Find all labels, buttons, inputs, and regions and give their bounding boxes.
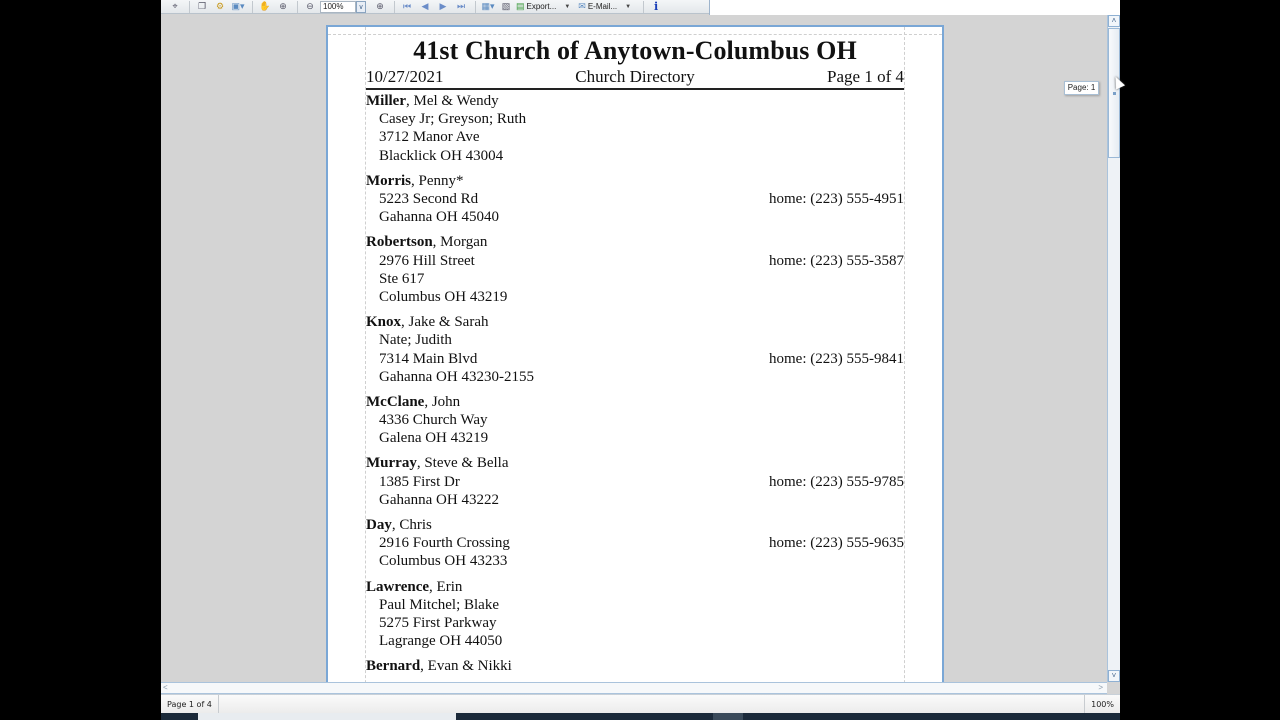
zoom-out-icon[interactable]: ⊖ [306,1,314,11]
open-icon[interactable]: ❐ [197,1,207,11]
toolbar-separator [297,1,298,13]
header-rule [366,88,904,90]
entry-name [366,578,904,596]
entry-line-text: Gahanna OH 43222 [379,491,499,508]
entry-line [366,429,904,447]
report-content [366,36,904,682]
directory-entry [366,578,904,651]
entry-line [366,128,904,146]
entry-line-text: Ste 617 [379,270,425,287]
report-page [326,25,944,682]
entry-last-name: Knox [366,314,402,331]
scroll-grip-icon [1113,92,1116,95]
taskbar-item[interactable] [198,713,456,720]
previous-page-icon[interactable]: ◀ [421,1,429,11]
entry-line-text: 5275 First Parkway [379,615,497,631]
status-zoom-indicator: 100% [1084,695,1120,714]
entry-line-text: 5223 Second Rd [379,190,479,207]
entry-first-names: , Erin [429,578,463,595]
entry-last-name: Morris [366,172,411,189]
margin-guide-top [328,34,942,35]
entry-line-text: 2976 Hill Street [379,252,475,269]
entry-name [366,233,904,251]
entry-line-text: Columbus OH 43219 [379,288,508,305]
entry-phone: home: (223) 555-4951 [769,190,904,207]
page-tooltip: Page: 1 [1064,81,1099,95]
entry-last-name: McClane [366,393,425,410]
entry-name [366,393,904,411]
vertical-scroll-thumb[interactable] [1108,28,1120,158]
entry-name [366,454,904,472]
background-icon[interactable]: ▧ [501,1,511,11]
next-page-icon[interactable]: ▶ [439,1,447,11]
toolbar-separator [475,1,476,13]
directory-entries [366,92,904,676]
entry-first-names: , John [424,393,461,410]
entry-name [366,516,904,534]
entry-last-name: Lawrence [366,578,430,595]
entry-line [366,491,904,509]
entry-line-text: 2916 Fourth Crossing [379,535,510,552]
entry-line-text: Columbus OH 43233 [379,553,508,570]
scroll-right-icon[interactable]: > [1098,683,1103,692]
taskbar [161,713,1120,720]
entry-line-text: 4336 Church Way [379,412,488,429]
directory-entry [366,516,904,571]
email-dropdown-icon[interactable]: ▼ [625,3,632,10]
toolbar-separator [252,1,253,13]
vertical-scrollbar[interactable] [1107,15,1120,682]
zoom-input[interactable]: 100% [320,1,356,13]
entry-last-name: Bernard [366,658,421,675]
entry-line [366,632,904,650]
entry-first-names: , Steve & Bella [416,455,509,472]
last-page-icon[interactable]: ⏭ [456,1,466,11]
status-bar [161,694,1120,713]
entry-line-text: Gahanna OH 45040 [379,209,499,226]
export-label: Export... [526,2,557,11]
report-viewport[interactable] [161,15,1107,682]
entry-line [366,252,904,270]
zoom-in-icon[interactable]: ⊕ [376,1,384,11]
margin-guide-right [904,27,905,682]
find-icon[interactable]: ⌖ [172,1,178,11]
export-button[interactable] [516,0,576,14]
email-label: E-Mail... [587,2,618,11]
export-icon: ▤ [516,1,525,11]
horizontal-scrollbar[interactable] [161,682,1107,694]
status-page-indicator: Page 1 of 4 [161,695,219,714]
entry-line [366,473,904,491]
entry-last-name: Day [366,517,392,534]
entry-line-text: 1385 First Dr [379,473,460,490]
report-viewer-window [161,0,1120,720]
scroll-up-icon[interactable]: ˄ [1108,15,1120,27]
toolbar-separator [394,1,395,13]
multipage-icon[interactable]: ▦▾ [481,1,495,11]
taskbar-item[interactable] [713,713,743,720]
scroll-left-icon[interactable]: < [163,683,168,692]
entry-line [366,147,904,165]
entry-phone: home: (223) 555-9635 [769,535,904,552]
scroll-down-icon[interactable]: ˅ [1108,670,1120,682]
page-setup-icon[interactable]: ▣▾ [231,1,245,11]
toolbar-separator [643,1,644,13]
entry-line-text: Nate; Judith [379,332,452,349]
export-options-icon[interactable]: ⚙ [215,1,225,11]
report-date: 10/27/2021 [366,67,444,86]
entry-line-text: 7314 Main Blvd [379,350,478,367]
entry-first-names: , Morgan [432,234,488,251]
entry-last-name: Murray [366,455,417,472]
report-subheader [366,66,904,88]
entry-line [366,110,904,128]
entry-line [366,614,904,632]
entry-last-name: Robertson [366,234,433,251]
entry-name [366,313,904,331]
directory-entry [366,393,904,448]
entry-phone: home: (223) 555-3587 [769,252,904,269]
toolbar-blank-area [709,0,1120,15]
directory-entry [366,92,904,165]
entry-line-text: Galena OH 43219 [379,430,489,447]
entry-phone: home: (223) 555-9841 [769,350,904,367]
zoom-dropdown-chevron-icon[interactable]: ∨ [356,1,366,13]
entry-line [366,534,904,552]
entry-line [366,596,904,614]
toolbar-separator [189,1,190,13]
email-button[interactable] [578,0,637,14]
entry-phone: home: (223) 555-9785 [769,473,904,490]
first-page-icon[interactable]: ⏮ [402,1,412,11]
entry-line [366,190,904,208]
hand-tool-icon[interactable]: ✋ [259,1,271,11]
entry-line [366,411,904,429]
entry-line [366,350,904,368]
entry-line-text: 3712 Manor Ave [379,129,480,146]
entry-line-text: Gahanna OH 43230-2155 [379,368,534,385]
entry-first-names: , Jake & Sarah [401,314,489,331]
entry-line [366,288,904,306]
directory-entry [366,657,904,675]
entry-line [366,331,904,349]
report-page-label: Page 1 of 4 [827,67,904,86]
entry-first-names: , Mel & Wendy [405,93,499,109]
report-title: 41st Church of Anytown-Columbus OH [413,36,857,65]
entry-name [366,172,904,190]
directory-entry [366,172,904,227]
directory-entry [366,313,904,386]
entry-first-names: , Penny* [410,172,464,189]
toolbar [161,0,1120,14]
entry-last-name: Miller [366,93,406,109]
entry-line [366,368,904,386]
directory-entry [366,233,904,306]
zoom-in-tool-icon[interactable]: ⊕ [279,1,287,11]
entry-line [366,270,904,288]
entry-line-text: Blacklick OH 43004 [379,147,504,164]
entry-name [366,657,904,675]
email-icon: ✉ [578,1,586,11]
entry-first-names: , Chris [391,517,432,534]
entry-line-text: Lagrange OH 44050 [379,633,503,650]
entry-line [366,208,904,226]
entry-line [366,552,904,570]
entry-line-text: Paul Mitchel; Blake [379,596,499,613]
directory-entry [366,454,904,509]
report-subtitle: Church Directory [575,67,695,86]
export-dropdown-icon[interactable]: ▼ [564,3,571,10]
info-icon[interactable]: i [654,0,659,13]
entry-name [366,92,904,110]
entry-first-names: , Evan & Nikki [420,658,512,675]
entry-line-text: Casey Jr; Greyson; Ruth [379,111,527,128]
